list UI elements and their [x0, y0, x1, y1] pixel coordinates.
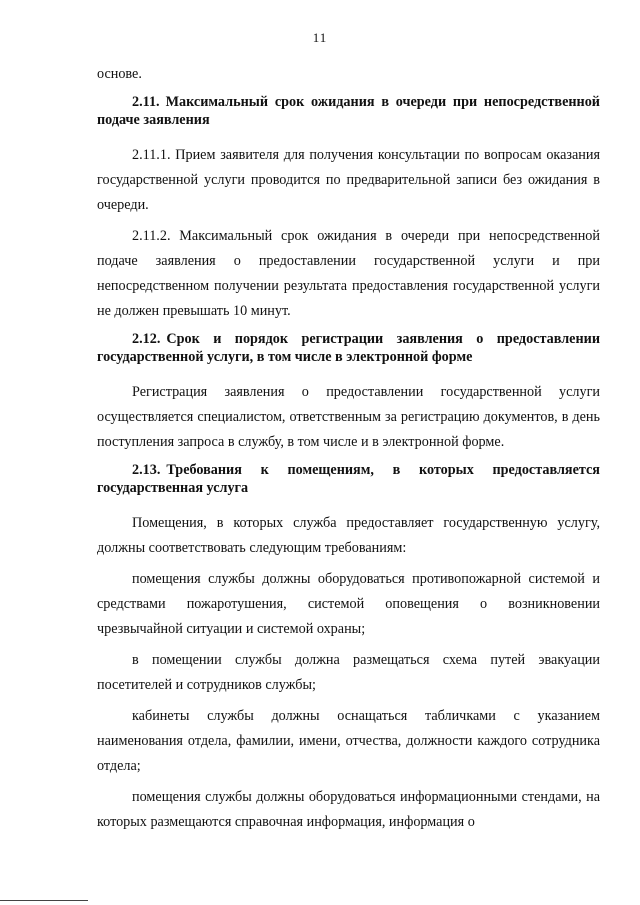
page-content: [97, 62, 600, 841]
paragraph-2-12-1: Регистрация заявления о предоставлении государственной услуги осуществляется специалистом, ответственным за регистрацию документов, в день поступления запроса в службу, в том числе и в электронной форме.: [97, 384, 600, 450]
paragraph-2-13-4: кабинеты службы должны оснащаться табличками с указанием наименования отдела, фамилии, имени, отчества, должности каждого сотрудника отдела;: [97, 708, 600, 774]
section-title: Срок и порядок регистрации заявления о предоставлении государственной услуги, в том числе в электронной форме: [97, 331, 600, 365]
footnote-rule: [0, 900, 88, 901]
section-number: 2.12.: [132, 331, 161, 347]
paragraph-2-11-1: 2.11.1. Прием заявителя для получения консультации по вопросам оказания государственной услуги проводится по предварительной записи без ожидания в очереди.: [97, 147, 600, 213]
paragraph-2-13-2: помещения службы должны оборудоваться противопожарной системой и средствами пожаротушения, системой оповещения о возникновении чрезвычайной ситуации и системой охраны;: [97, 571, 600, 637]
section-number: 2.11.: [132, 94, 160, 110]
section-2-13-heading: [97, 461, 600, 497]
section-title: Максимальный срок ожидания в очереди при непосредственной подаче заявления: [97, 94, 600, 128]
section-title: Требования к помещениям, в которых предоставляется государственная услуга: [97, 462, 600, 496]
page-number: 11: [312, 30, 328, 45]
intro-text: основе.: [97, 66, 142, 82]
paragraph-2-11-2: 2.11.2. Максимальный срок ожидания в очереди при непосредственной подаче заявления о предоставлении государственной услуги и при непосредственном получении результата предоставления государственной услуги не должен превышать 10 минут.: [97, 228, 600, 319]
section-number: 2.13.: [132, 462, 161, 478]
paragraph-2-13-3: в помещении службы должна размещаться схема путей эвакуации посетителей и сотрудников службы;: [97, 652, 600, 693]
paragraph-2-13-1: Помещения, в которых служба предоставляет государственную услугу, должны соответствовать следующим требованиям:: [97, 515, 600, 556]
section-2-11-heading: [97, 93, 600, 129]
section-2-12-heading: [97, 330, 600, 366]
paragraph-2-13-5: помещения службы должны оборудоваться информационными стендами, на которых размещаются справочная информация, информация о: [97, 789, 600, 830]
